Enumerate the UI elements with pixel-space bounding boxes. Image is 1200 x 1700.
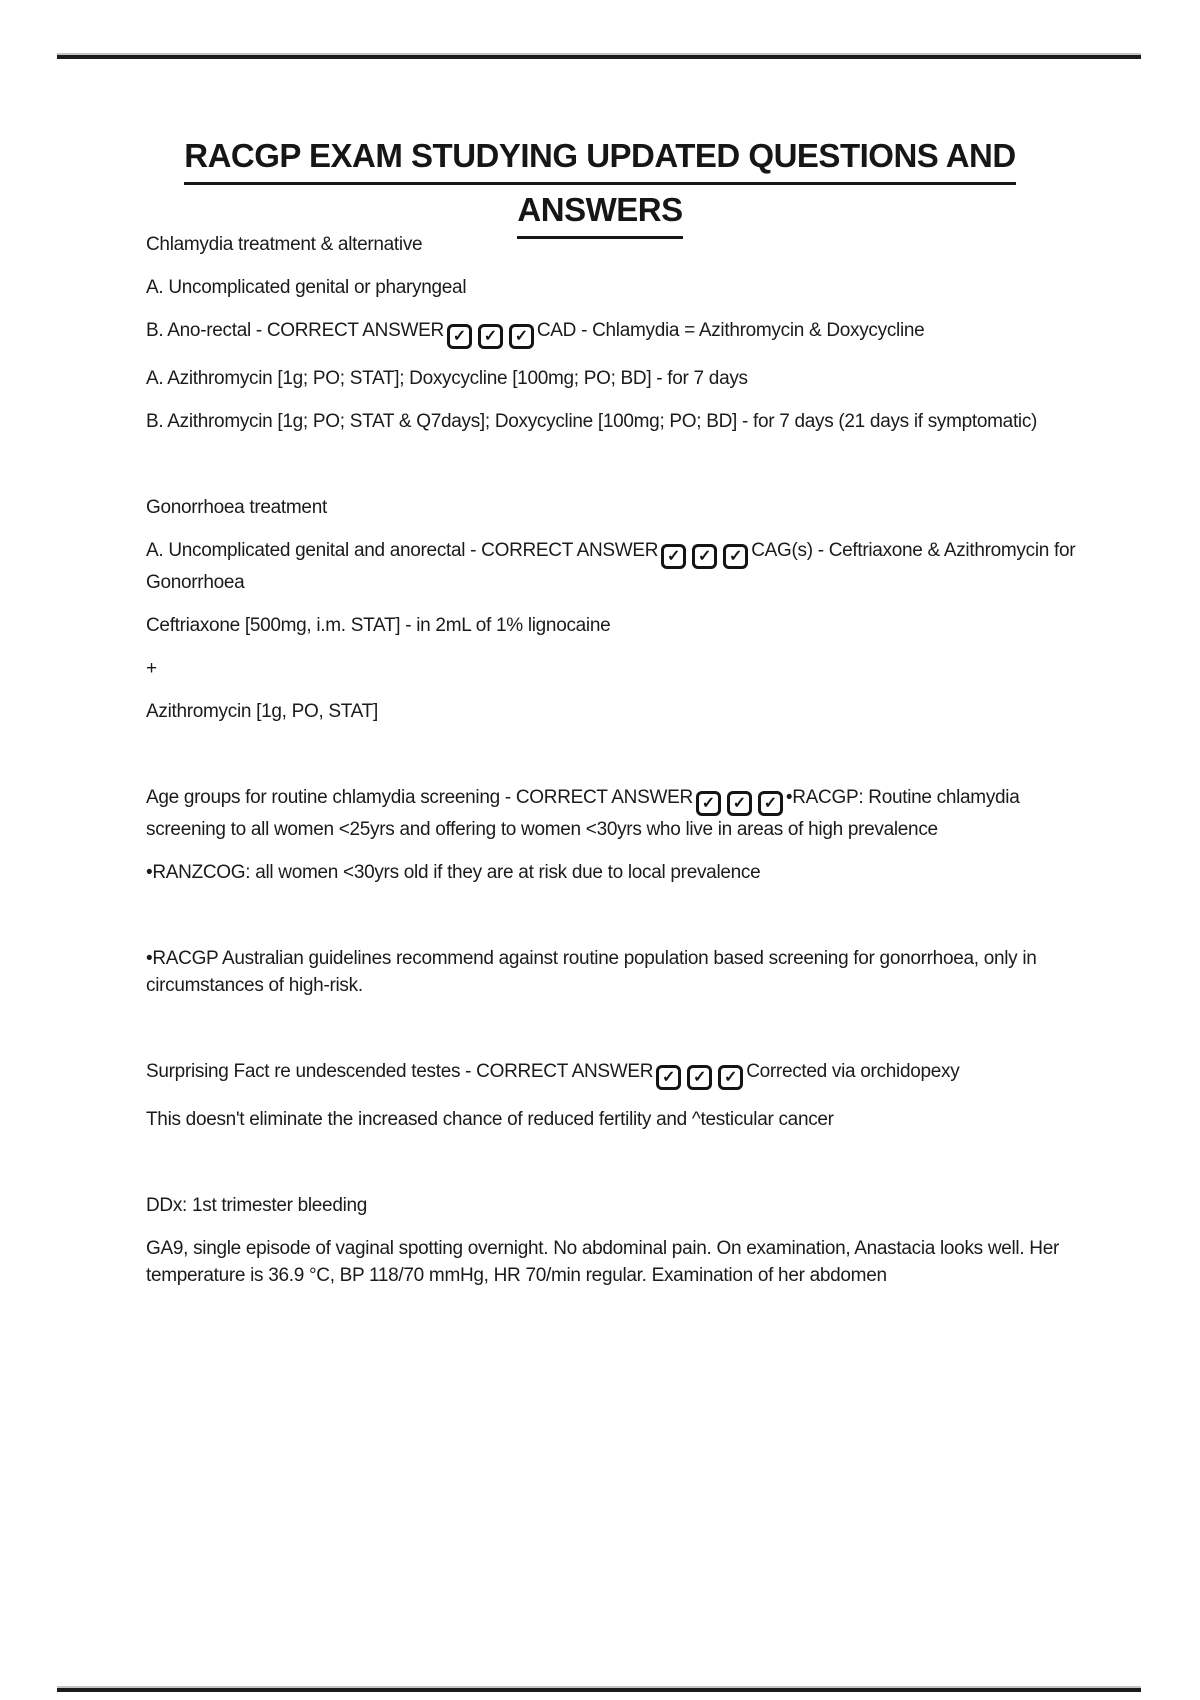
paragraph-text: Age groups for routine chlamydia screening - CORRECT ANSWER bbox=[146, 787, 693, 808]
checked-checkbox-icon: ✓ bbox=[758, 791, 783, 816]
paragraph-text: GA9, single episode of vaginal spotting overnight. No abdominal pain. On examination, Anastacia looks well. Her temperature is 36.9 °C, BP 118/70 mmHg, HR 70/min regular. Examination of her abdomen bbox=[146, 1238, 1060, 1286]
paragraph bbox=[146, 537, 1080, 596]
paragraph bbox=[146, 1192, 1080, 1219]
document-body bbox=[146, 231, 1080, 1305]
paragraph bbox=[146, 1058, 1080, 1090]
checked-checkbox-icon: ✓ bbox=[692, 544, 717, 569]
paragraph bbox=[146, 612, 1080, 639]
spacer-paragraph bbox=[146, 1149, 1080, 1176]
paragraph bbox=[146, 231, 1080, 258]
checked-checkbox-icon: ✓ bbox=[696, 791, 721, 816]
paragraph bbox=[146, 1235, 1080, 1289]
paragraph-text: This doesn't eliminate the increased chance of reduced fertility and ^testicular cancer bbox=[146, 1109, 834, 1130]
paragraph-text: Surprising Fact re undescended testes - CORRECT ANSWER bbox=[146, 1061, 654, 1082]
checked-checkbox-icon: ✓ bbox=[661, 544, 686, 569]
paragraph bbox=[146, 859, 1080, 886]
paragraph-text: •RACGP: Routine chlamydia screening to all women <25yrs and offering to women <30yrs who live in areas of high prevalence bbox=[146, 787, 1020, 840]
paragraph bbox=[146, 365, 1080, 392]
paragraph-text: Azithromycin [1g, PO, STAT] bbox=[146, 701, 378, 722]
spacer-paragraph bbox=[146, 451, 1080, 478]
spacer-paragraph bbox=[146, 902, 1080, 929]
checked-checkbox-icon: ✓ bbox=[718, 1065, 743, 1090]
paragraph bbox=[146, 1106, 1080, 1133]
bottom-rule-divider bbox=[57, 1688, 1141, 1692]
paragraph-text: A. Azithromycin [1g; PO; STAT]; Doxycycline [100mg; PO; BD] - for 7 days bbox=[146, 368, 748, 389]
paragraph-text: CAG(s) - Ceftriaxone & Azithromycin for Gonorrhoea bbox=[146, 540, 1076, 593]
paragraph-text: B. Ano-rectal - CORRECT ANSWER bbox=[146, 320, 444, 341]
checked-checkbox-icon: ✓ bbox=[478, 324, 503, 349]
paragraph bbox=[146, 655, 1080, 682]
paragraph bbox=[146, 317, 1080, 349]
paragraph bbox=[146, 494, 1080, 521]
page-title bbox=[100, 131, 1100, 239]
paragraph-text: Ceftriaxone [500mg, i.m. STAT] - in 2mL of 1% lignocaine bbox=[146, 615, 611, 636]
checked-checkbox-icon: ✓ bbox=[509, 324, 534, 349]
top-rule-divider bbox=[57, 55, 1141, 59]
checked-checkbox-icon: ✓ bbox=[687, 1065, 712, 1090]
paragraph bbox=[146, 408, 1080, 435]
page-title-line-1: RACGP EXAM STUDYING UPDATED QUESTIONS AND bbox=[184, 131, 1015, 185]
checked-checkbox-icon: ✓ bbox=[656, 1065, 681, 1090]
spacer-paragraph bbox=[146, 1015, 1080, 1042]
paragraph-text: Corrected via orchidopexy bbox=[746, 1061, 960, 1082]
paragraph-text: B. Azithromycin [1g; PO; STAT & Q7days]; Doxycycline [100mg; PO; BD] - for 7 days (21 days if symptomatic) bbox=[146, 411, 1038, 432]
paragraph-text: •RANZCOG: all women <30yrs old if they are at risk due to local prevalence bbox=[146, 862, 761, 883]
spacer-paragraph bbox=[146, 741, 1080, 768]
paragraph-text: Gonorrhoea treatment bbox=[146, 497, 327, 518]
page-title-line-2: ANSWERS bbox=[517, 185, 682, 239]
paragraph bbox=[146, 274, 1080, 301]
checked-checkbox-icon: ✓ bbox=[727, 791, 752, 816]
paragraph bbox=[146, 945, 1080, 999]
checked-checkbox-icon: ✓ bbox=[723, 544, 748, 569]
paragraph bbox=[146, 698, 1080, 725]
paragraph-text: A. Uncomplicated genital or pharyngeal bbox=[146, 277, 467, 298]
paragraph bbox=[146, 784, 1080, 843]
paragraph-text: •RACGP Australian guidelines recommend against routine population based screening for gonorrhoea, only in circumstances of high-risk. bbox=[146, 948, 1037, 996]
checked-checkbox-icon: ✓ bbox=[447, 324, 472, 349]
paragraph-text: A. Uncomplicated genital and anorectal - CORRECT ANSWER bbox=[146, 540, 659, 561]
paragraph-text: DDx: 1st trimester bleeding bbox=[146, 1195, 368, 1216]
paragraph-text: CAD - Chlamydia = Azithromycin & Doxycycline bbox=[536, 320, 925, 341]
paragraph-text: Chlamydia treatment & alternative bbox=[146, 234, 423, 255]
paragraph-text: + bbox=[146, 658, 157, 679]
